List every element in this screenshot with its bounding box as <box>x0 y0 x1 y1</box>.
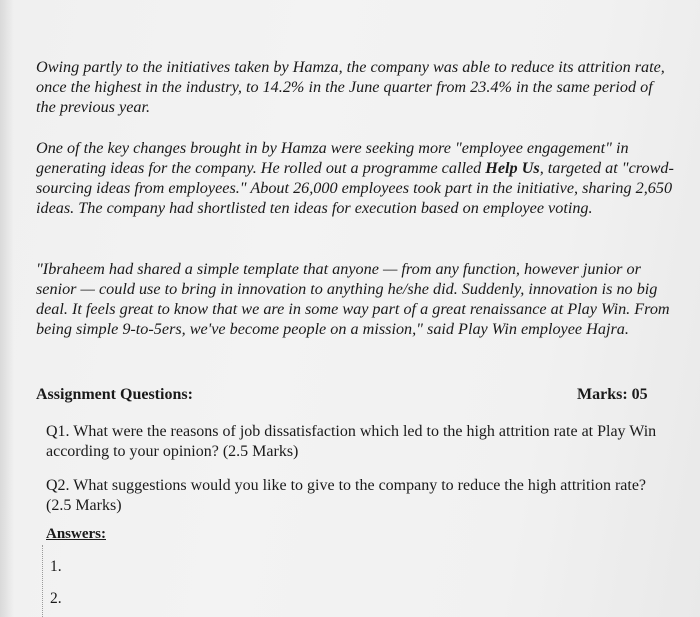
paragraph-quote <box>36 259 676 339</box>
answer-item-1: 1. <box>50 558 62 575</box>
margin-dotted-line <box>42 545 45 617</box>
paragraph-text-end: , targeted at "crowd-sourcing ideas from employees." About 26,000 employees took part in the initiative, sharing 2,650 ideas. The company had shortlisted ten ideas for execution based on employee voting. <box>36 159 674 217</box>
answers-label: Answers: <box>46 526 106 542</box>
paragraph-text: Owing partly to the initiatives taken by Hamza, the company was able to reduce its attrition rate, once the highest in the industry, to 14.2% in the June quarter from 23.4% in the same period of the previous year. <box>36 58 665 116</box>
answer-item-2: 2. <box>50 590 62 607</box>
marks-label: Marks: 05 <box>577 386 648 403</box>
paragraph-text <box>36 138 676 218</box>
question-1: Q1. What were the reasons of job dissatisfaction which led to the high attrition rate at Play Win according to your opinion? (2.5 Marks) <box>46 423 657 460</box>
paragraph-attrition <box>36 57 676 117</box>
paragraph-text-start: One of the key changes brought in by Hamza were seeking more "employee engagement" in generating ideas for the company. He rolled out a programme called <box>36 139 629 177</box>
programme-name: Help Us <box>485 159 540 177</box>
paragraph-help-us <box>36 138 676 218</box>
assignment-heading: Assignment Questions: <box>36 386 193 403</box>
quote-text: "Ibraheem had shared a simple template that anyone — from any function, however junior or senior — could use to bring in innovation to anything he/she did. Suddenly, innovation is no big deal. It feels great to know that we are in some way part of a great renaissance at Play Win. From being simple 9-to-5ers, we've become people on a mission," said Play Win employee Hajra. <box>36 260 670 338</box>
question-2: Q2. What suggestions would you like to give to the company to reduce the high attrition rate? (2.5 Marks) <box>46 477 647 514</box>
